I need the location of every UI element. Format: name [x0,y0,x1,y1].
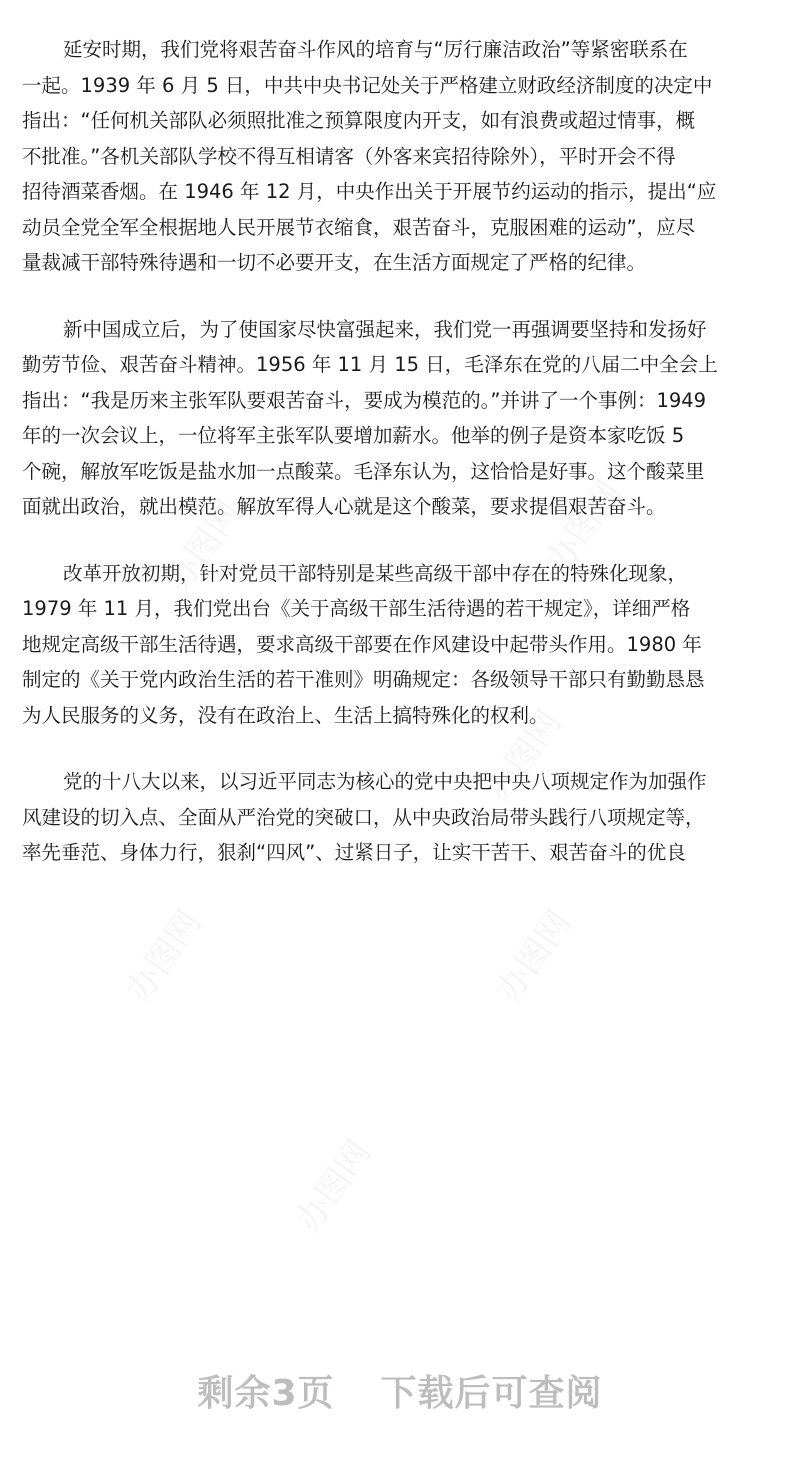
text-line: 招待酒菜香烟。在 1946 年 12 月，中央作出关于开展节约运动的指示，提出“应 [22,180,717,203]
text-line: 量裁减干部特殊待遇和一切不必要开支，在生活方面规定了严格的纪律。 [22,251,647,274]
text-line: 不批准。”各机关部队学校不得互相请客（外客来宾招待除外），平时开会不得 [22,144,676,168]
text-line: 动员全党全军全根据地人民开展节衣缩食，艰苦奋斗，克服困难的运动”，应尽 [22,215,696,239]
text-line: 1979 年 11 月，我们党出台《关于高级干部生活待遇的若干规定》，详细严格 [22,597,691,620]
paragraph-new-china [22,312,778,525]
text-line: 改革开放初期，针对党员干部特别是某些高级干部中存在的特殊化现象， [63,561,688,585]
text-line: 为人民服务的义务，没有在政治上、生活上搞特殊化的权利。 [22,703,549,727]
watermark: 办图网 [488,903,580,1010]
text-line: 年的一次会议上，一位将军主张军队要增加薪水。他举的例子是资本家吃饭 5 [22,424,685,447]
text-line: 地规定高级干部生活待遇，要求高级干部要在作风建设中起带头作用。1980 年 [22,632,702,656]
text-line: 指出：“我是历来主张军队要艰苦奋斗，要成为模范的。”并讲了一个事例：1949 [22,388,707,412]
remaining-pages-label: 剩余3页 [197,1373,335,1414]
text-line: 个碗，解放军吃饭是盐水加一点酸菜。毛泽东认为，这恰恰是好事。这个酸菜里 [22,459,705,483]
watermark: 办图网 [158,493,250,600]
paragraph-yanan [22,32,778,281]
text-line: 党的十八大以来，以习近平同志为核心的党中央把中央八项规定作为加强作 [63,770,707,793]
download-label[interactable]: 下载后可查阅 [380,1373,603,1414]
download-banner[interactable] [0,1365,800,1416]
paragraph-reform [22,556,778,734]
document-body [22,32,778,902]
watermark: 办图网 [478,703,570,810]
text-line: 风建设的切入点、全面从严治党的突破口，从中央政治局带头践行八项规定等， [22,805,705,829]
text-line: 新中国成立后，为了使国家尽快富强起来，我们党一再强调要坚持和发扬好 [63,317,707,341]
text-line: 延安时期，我们党将艰苦奋斗作风的培育与“厉行廉洁政治”等紧密联系在 [63,38,688,61]
text-line: 制定的《关于党内政治生活的若干准则》明确规定：各级领导干部只有勤勤恳恳 [22,668,705,691]
paragraph-eighteenth-congress [22,764,778,871]
text-line: 指出：“任何机关部队必须照批准之预算限度内开支，如有浪费或超过情事，概 [22,109,696,132]
text-line: 率先垂范、身体力行，狠刹“四风”、过紧日子，让实干苦干、艰苦奋斗的优良 [22,841,686,864]
text-line: 面就出政治，就出模范。解放军得人心就是这个酸菜，要求提倡艰苦奋斗。 [22,495,666,518]
watermark: 办图网 [118,903,210,1010]
text-line: 勤劳节俭、艰苦奋斗精神。1956 年 11 月 15 日，毛泽东在党的八届二中全会上 [22,353,718,376]
watermark: 办图网 [538,473,630,580]
watermark: 办图网 [288,1133,380,1240]
text-line: 一起。1939 年 6 月 5 日，中共中央书记处关于严格建立财政经济制度的决定中 [22,73,713,97]
